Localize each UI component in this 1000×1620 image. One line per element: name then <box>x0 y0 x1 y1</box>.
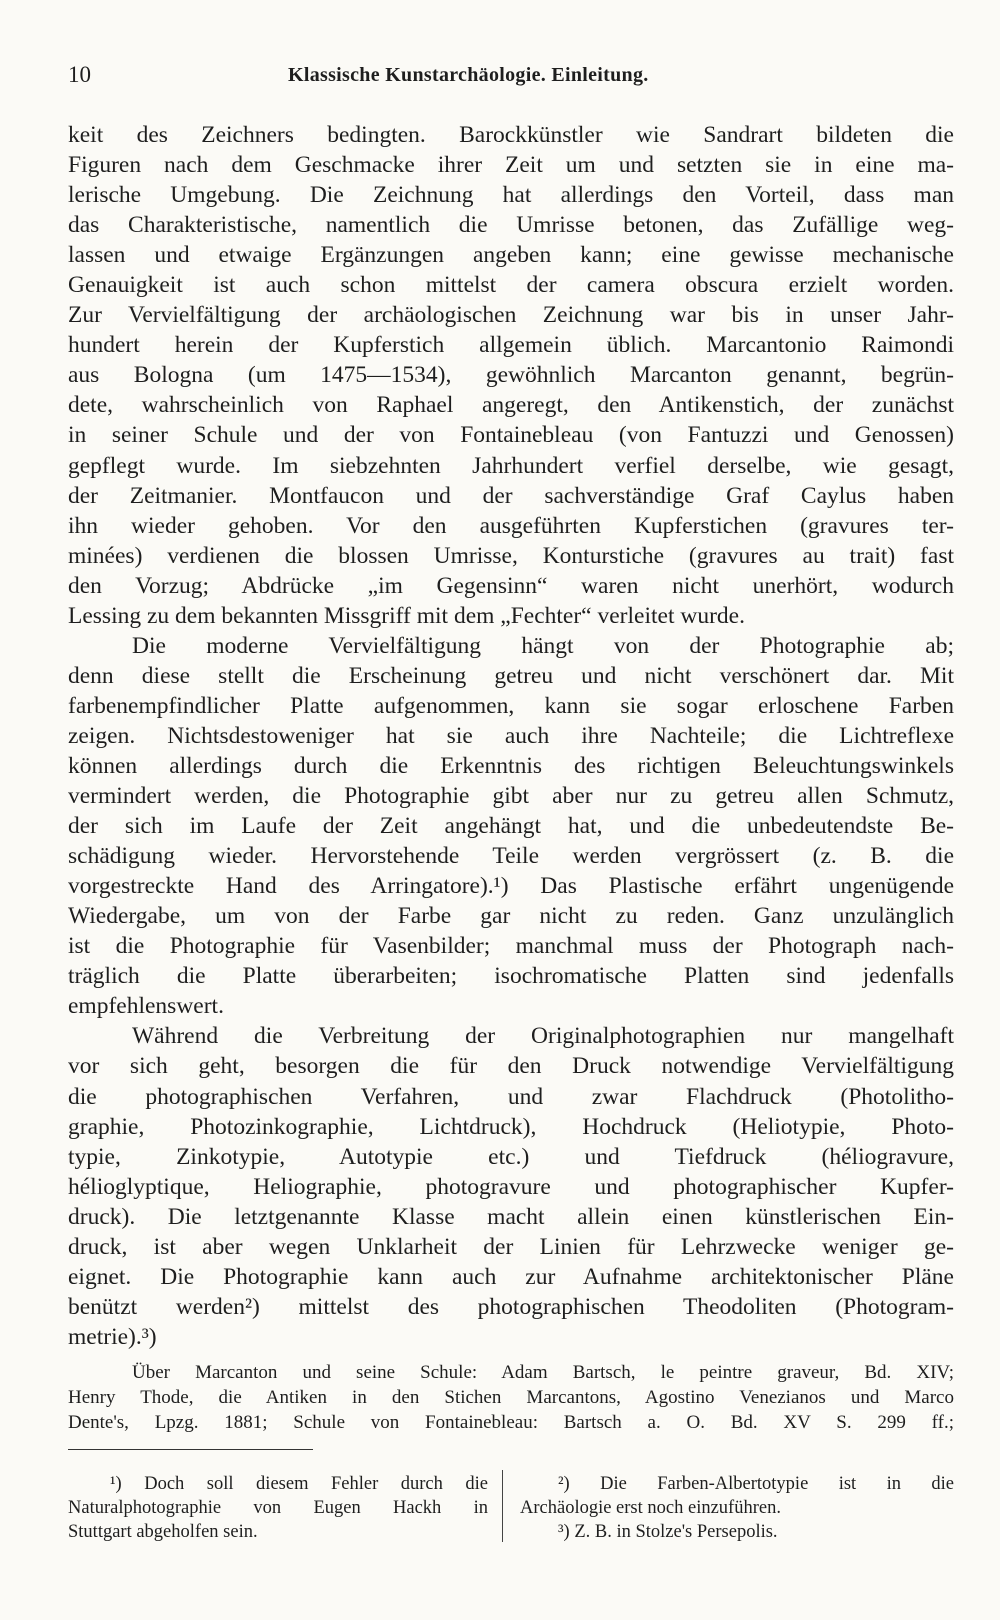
text-line: vermindert werden, die Photographie gibt aber nur zu getreu allen Schmutz, <box>68 783 954 810</box>
text-line: hundert herein der Kupferstich allgemein üblich. Marcantonio Raimondi <box>68 332 954 359</box>
text-line: typie, Zinkotypie, Autotypie etc.) und Tiefdruck (héliogravure, <box>68 1143 954 1170</box>
text-line: ist die Photographie für Vasenbilder; manchmal muss der Photograph nach- <box>68 933 954 960</box>
text-line: hélioglyptique, Heliographie, photogravure und photographischer Kupfer- <box>68 1173 954 1200</box>
text-line: druck). Die letztgenannte Klasse macht allein einen künstlerischen Ein- <box>68 1203 954 1230</box>
text-line: schädigung wieder. Hervorstehende Teile werden vergrössert (z. B. die <box>68 843 954 870</box>
text-line: keit des Zeichners bedingten. Barockkünstler wie Sandrart bildeten die <box>68 122 954 148</box>
text-line: Während die Verbreitung der Originalphotographien nur mangelhaft <box>132 1023 954 1050</box>
text-line: metrie).³) <box>68 1323 157 1350</box>
text-line: der sich im Laufe der Zeit angehängt hat, und die unbedeutendste Be- <box>68 813 954 840</box>
text-line: träglich die Platte überarbeiten; isochromatische Platten sind jedenfalls <box>68 963 954 990</box>
text-line: denn diese stellt die Erscheinung getreu und nicht verschönert dar. Mit <box>68 662 954 689</box>
main-text <box>68 120 954 1352</box>
footnote-line: ¹) Doch soll diesem Fehler durch die <box>110 1474 488 1494</box>
page-header <box>68 62 948 98</box>
text-line: Lessing zu dem bekannten Missgriff mit dem „Fechter“ verleitet wurde. <box>68 602 745 629</box>
bibliographic-note <box>68 1360 954 1435</box>
text-line: den Vorzug; Abdrücke „im Gegensinn“ waren nicht unerhört, wodurch <box>68 572 954 599</box>
note-line: Henry Thode, die Antiken in den Stichen Marcantons, Agostino Venezianos und Marco <box>68 1387 954 1408</box>
text-line: Zur Vervielfältigung der archäologischen Zeichnung war bis in unser Jahr- <box>68 302 954 329</box>
text-line: die photographischen Verfahren, und zwar Flachdruck (Photolitho- <box>68 1083 954 1110</box>
text-line: druck, ist aber wegen Unklarheit der Linien für Lehrzwecke weniger ge- <box>68 1233 954 1260</box>
footnotes-left-column <box>68 1472 488 1544</box>
text-line: lassen und etwaige Ergänzungen angeben kann; eine gewisse mechanische <box>68 242 954 269</box>
footnote-rule <box>68 1449 313 1450</box>
note-line: Dente's, Lpzg. 1881; Schule von Fontainebleau: Bartsch a. O. Bd. XV S. 299 ff.; <box>68 1412 954 1433</box>
text-line: eignet. Die Photographie kann auch zur Aufnahme architektonischer Pläne <box>68 1263 954 1290</box>
text-line: vor sich geht, besorgen die für den Druck notwendige Vervielfältigung <box>68 1053 954 1080</box>
text-line: farbenempfindlicher Platte aufgenommen, kann sie sogar erloschene Farben <box>68 692 954 719</box>
text-line: graphie, Photozinkographie, Lichtdruck), Hochdruck (Heliotypie, Photo- <box>68 1113 954 1140</box>
text-line: benützt werden²) mittelst des photographischen Theodoliten (Photogram- <box>68 1293 954 1320</box>
column-divider <box>502 1470 503 1542</box>
text-line: dete, wahrscheinlich von Raphael angeregt, den Antikenstich, der zunächst <box>68 392 954 419</box>
text-line: minées) verdienen die blossen Umrisse, Konturstiche (gravures au trait) fast <box>68 542 954 569</box>
text-line: können allerdings durch die Erkenntnis des richtigen Beleuchtungswinkels <box>68 752 954 779</box>
footnotes-right-column <box>520 1472 954 1544</box>
footnote-line: ²) Die Farben-Albertotypie ist in die <box>558 1474 954 1494</box>
text-line: Die moderne Vervielfältigung hängt von der Photographie ab; <box>132 632 954 659</box>
text-line: gepflegt wurde. Im siebzehnten Jahrhundert verfiel derselbe, wie gesagt, <box>68 452 954 479</box>
footnote-line: Naturalphotographie von Eugen Hackh in <box>68 1498 488 1518</box>
footnote-line: Stuttgart abgeholfen sein. <box>68 1522 258 1542</box>
text-line: Figuren nach dem Geschmacke ihrer Zeit um und setzten sie in eine ma- <box>68 152 954 179</box>
text-line: das Charakteristische, namentlich die Umrisse betonen, das Zufällige weg- <box>68 212 954 239</box>
text-line: in seiner Schule und der von Fontainebleau (von Fantuzzi und Genossen) <box>68 422 954 449</box>
text-line: zeigen. Nichtsdestoweniger hat sie auch ihre Nachteile; die Lichtreflexe <box>68 722 954 749</box>
text-line: Genauigkeit ist auch schon mittelst der camera obscura erzielt worden. <box>68 272 954 299</box>
text-line: aus Bologna (um 1475—1534), gewöhnlich Marcanton genannt, begrün- <box>68 362 954 389</box>
text-line: der Zeitmanier. Montfaucon und der sachverständige Graf Caylus haben <box>68 482 954 509</box>
text-line: Wiedergabe, um von der Farbe gar nicht zu reden. Ganz unzulänglich <box>68 903 954 930</box>
text-line: ihn wieder gehoben. Vor den ausgeführten Kupferstichen (gravures ter- <box>68 512 954 539</box>
text-line: lerische Umgebung. Die Zeichnung hat allerdings den Vorteil, dass man <box>68 182 954 209</box>
text-line: empfehlenswert. <box>68 993 224 1020</box>
page-number: 10 <box>68 62 91 87</box>
footnote-line: ³) Z. B. in Stolze's Persepolis. <box>558 1522 778 1542</box>
running-head: Klassische Kunstarchäologie. Einleitung. <box>288 64 649 86</box>
text-line: vorgestreckte Hand des Arringatore).¹) Das Plastische erfährt ungenügende <box>68 873 954 900</box>
note-line: Über Marcanton und seine Schule: Adam Bartsch, le peintre graveur, Bd. XIV; <box>132 1362 954 1383</box>
footnote-line: Archäologie erst noch einzuführen. <box>520 1498 781 1518</box>
